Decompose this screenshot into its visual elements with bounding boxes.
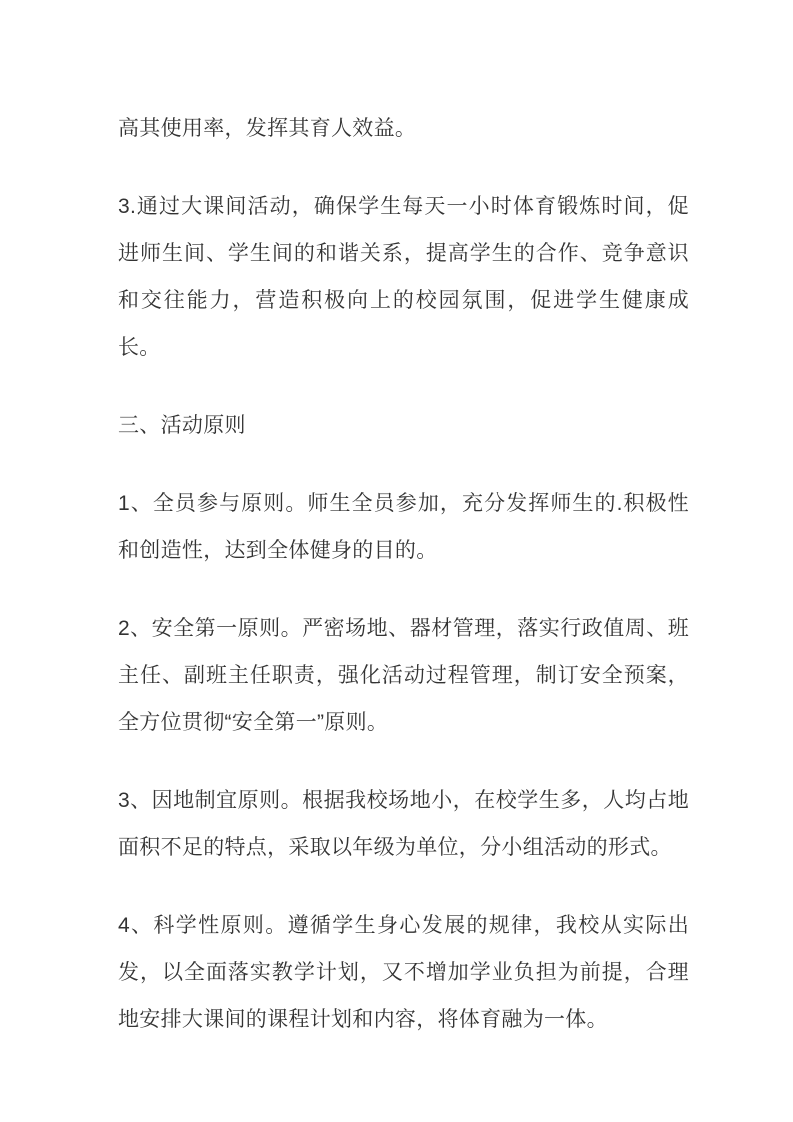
paragraph-continuation: 高其使用率，发挥其育人效益。 (118, 117, 417, 140)
paragraph-principle-2: 2、安全第一原则。严密场地、器材管理，落实行政值周、班主任、副班主任职责，强化活动过程管理，制订安全预案，全方位贯彻“安全第一”原则。 (118, 617, 689, 734)
paragraph-principle-4: 4、科学性原则。遵循学生身心发展的规律，我校从实际出发，以全面落实教学计划，又不增加学业负担为前提，合理地安排大课间的课程计划和内容，将体育融为一体。 (118, 914, 689, 1031)
paragraph-item-3: 3.通过大课间活动，确保学生每天一小时体育锻炼时间，促进师生间、学生间的和谐关系，提高学生的合作、竞争意识和交往能力，营造积极向上的校园氛围，促进学生健康成长。 (118, 195, 689, 359)
section-heading-activity-principles: 三、活动原则 (118, 414, 246, 437)
paragraph-principle-1: 1、全员参与原则。师生全员参加，充分发挥师生的.积极性和创造性，达到全体健身的目的。 (118, 492, 689, 562)
paragraph-principle-3: 3、因地制宜原则。根据我校场地小，在校学生多，人均占地面积不足的特点，采取以年级为单位，分小组活动的形式。 (118, 789, 689, 859)
